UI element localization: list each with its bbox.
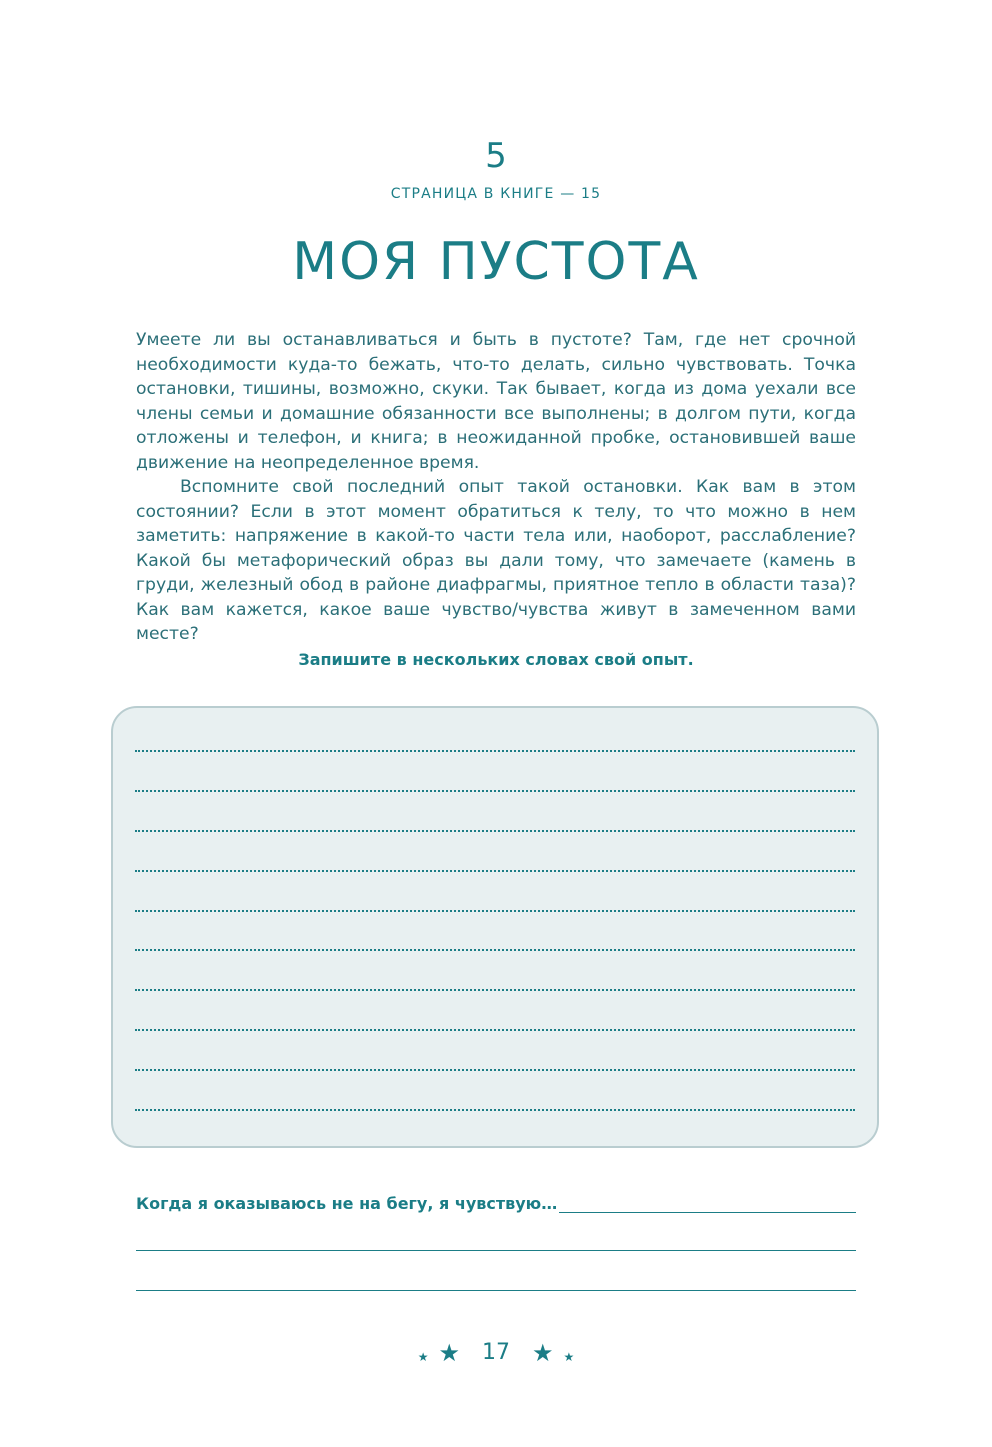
book-page-reference: СТРАНИЦА В КНИГЕ — 15 (390, 186, 602, 202)
dotted-write-line[interactable] (135, 1069, 855, 1071)
paragraph-reflection: Вспомните свой последний опыт такой остановки. Как вам в этом состоянии? Если в этот момент обратиться к телу, то что можно в нем заметить: напряжение в какой-то части тела или, наоборот, расслабление? Какой бы метафорический образ вы дали тому, что замечаете (камень в груди, железный обод в районе диафрагмы, приятное тепло в области таза)? Как вам кажется, какое ваше чувство/чувства живут в замеченном вами месте? (136, 477, 856, 644)
sentence-answer-line[interactable] (559, 1196, 856, 1213)
page-title: МОЯ ПУСТОТА (292, 232, 700, 292)
write-prompt: Запишите в нескольких словах свой опыт. (298, 650, 694, 669)
page-footer (0, 1340, 992, 1365)
dotted-write-line[interactable] (135, 989, 855, 991)
dotted-write-line[interactable] (135, 949, 855, 951)
chapter-number: 5 (485, 136, 507, 176)
paragraph-intro: Умеете ли вы останавливаться и быть в пустоте? Там, где нет срочной необходимости куда-то бежать, что-то делать, сильно чувствовать. Точка остановки, тишины, возможно, скуки. Так бывает, когда из дома уехали все члены семьи и домашние обязанности все выполнены; в долгом пути, когда отложены и телефон, и книга; в неожиданной пробке, остановившей ваше движение на неопределенное время. (136, 330, 856, 473)
star-icon: ★ (532, 1338, 554, 1367)
star-icon: ★ (417, 1349, 429, 1364)
sentence-starter: Когда я оказываюсь не на бегу, я чувствую… (136, 1194, 558, 1213)
dotted-write-line[interactable] (135, 910, 855, 912)
dotted-write-line[interactable] (135, 1109, 855, 1111)
page-number: 17 (482, 1340, 510, 1365)
writing-box[interactable] (111, 706, 879, 1148)
star-icon: ★ (563, 1349, 575, 1364)
dotted-write-line[interactable] (135, 790, 855, 792)
dotted-write-line[interactable] (135, 750, 855, 752)
dotted-write-line[interactable] (135, 830, 855, 832)
body-text (136, 328, 856, 647)
answer-line[interactable] (136, 1250, 856, 1251)
answer-line[interactable] (136, 1290, 856, 1291)
dotted-write-line[interactable] (135, 870, 855, 872)
sentence-starter-row (136, 1194, 856, 1213)
dotted-write-line[interactable] (135, 1029, 855, 1031)
star-icon: ★ (438, 1338, 460, 1367)
